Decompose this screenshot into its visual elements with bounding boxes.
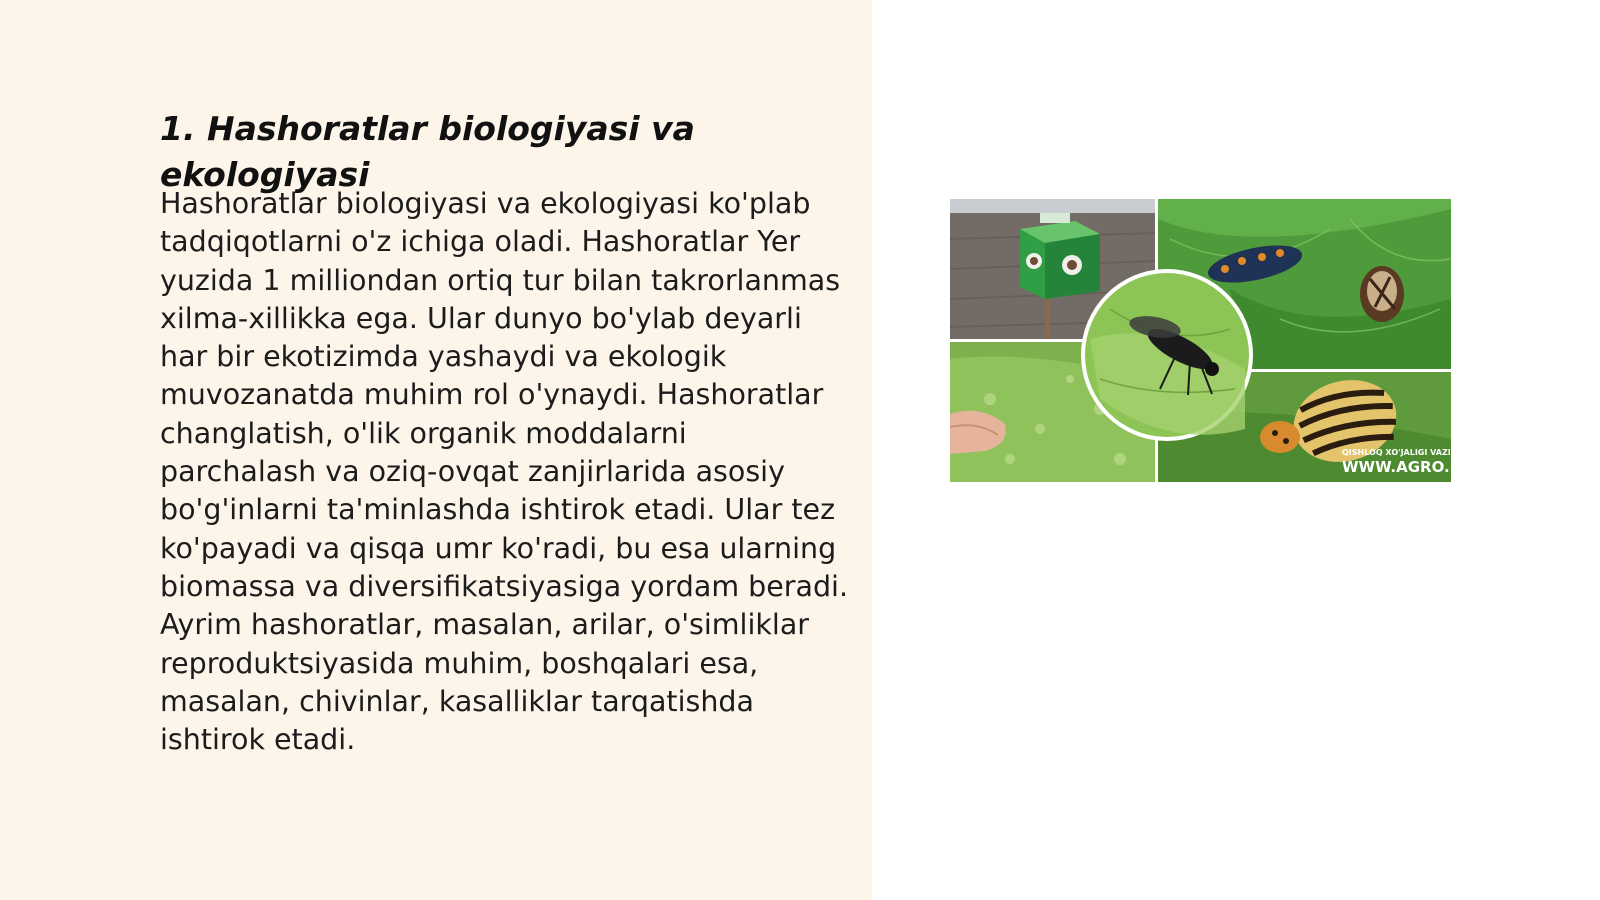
insect-collage-image xyxy=(950,199,1475,482)
slide-body-text: Hashoratlar biologiyasi va ekologiyasi ko'plab tadqiqotlarni o'z ichiga oladi. Hashoratlar Yer yuzida 1 milliondan ortiq tur bilan takrorlanmas xilma-xillikka ega. Ular dunyo bo'ylab deyarli har bir ekotizimda yashaydi va ekologik muvozanatda muhim rol o'ynaydi. Hashoratlar changlatish, o'lik organik moddalarni parchalash va oziq-ovqat zanjirlarida asosiy bo'g'inlarni ta'minlashda ishtirok etadi. Ular tez ko'payadi va qisqa umr ko'radi, bu esa ularning biomassa va diversifikatsiyasiga yordam beradi. Ayrim hashoratlar, masalan, arilar, o'simliklar reproduktsiyasida muhim, boshqalari esa, masalan, chivinlar, kasalliklar tarqatishda ishtirok etadi. xyxy=(160,187,849,757)
fly-circle-photo xyxy=(1081,269,1253,441)
slide-title: 1. Hashoratlar biologiyasi va ekologiyasi xyxy=(160,109,695,194)
watermark-line1: QISHLOQ XO'JALIGI VAZIRLIGI xyxy=(1342,448,1475,457)
watermark-line2: WWW.AGRO.UZ xyxy=(1342,458,1473,476)
